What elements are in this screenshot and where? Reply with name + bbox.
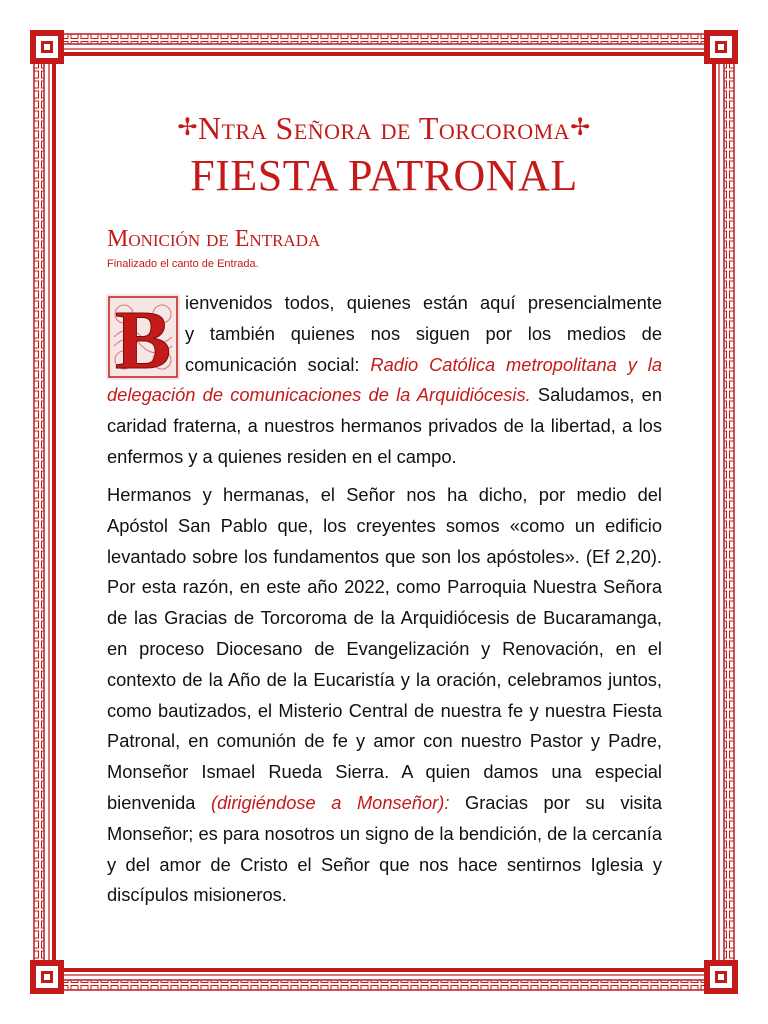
corner-ornament-bottom-right [704, 960, 738, 994]
corner-ornament-bottom-left [30, 960, 64, 994]
cross-icon: ✢ [177, 115, 198, 142]
header-subtitle [60, 110, 708, 147]
header-subtitle-text: Ntra Señora de Torcoroma [197, 110, 571, 146]
rubric-inline: (dirigiéndose a Monseñor): [211, 791, 450, 813]
section-title: Monición de Entrada [107, 226, 321, 252]
paragraph-1-line-3: comunicación social: [185, 353, 371, 375]
radio-highlight: Radio Católica metropolitana y la delegación de comunicaciones de la Arquidiócesis. [107, 353, 662, 406]
cross-icon: ✢ [570, 115, 591, 142]
dropcap-letter: B [114, 294, 172, 380]
paragraph-2-text-a: Hermanos y hermanas, el Señor nos ha dicho, por medio del Apóstol San Pablo que, los creyentes somos «como un edificio levantado sobre los fundamentos que son los apóstoles». (Ef 2,20). Por esta razón, en este año 2022, como Parroquia Nuestra Señora de las Gracias de Torcoroma de la Arquidiócesis de Bucaramanga, en proceso Diocesano de Evangelización y Renovación, en el contexto de la Año de la Eucaristía y la oración, celebramos juntos, como bautizados, el Misterio Central de nuestra fe y nuestra Fiesta Patronal, en comunión de fe y amor con nuestro Pastor y Padre, Monseñor Ismael Rueda Sierra. A quien damos una especial bienvenida [107, 484, 662, 813]
paragraph-1-line-2: y también quienes nos siguen por los medios de [185, 322, 662, 344]
page-title: FIESTA PATRONAL [190, 151, 578, 200]
corner-ornament-top-left [30, 30, 64, 64]
paragraph-1-rest: Saludamos, en caridad fraterna, a nuestros hermanos privados de la libertad, a los enfermos y a quienes residen en el campo. [107, 384, 662, 467]
rubric-instruction: Finalizado el canto de Entrada. [107, 258, 259, 270]
paragraph-1-line-1: ienvenidos todos, quienes están aquí presencialmente [185, 292, 662, 313]
paragraph-2-text-b: Gracias por su visita Monseñor; es para nosotros un signo de la bendición, de la cercanía y del amor de Cristo el Señor que nos hace sentirnos Iglesia y discípulos misioneros. [107, 791, 663, 906]
corner-ornament-top-right [704, 30, 738, 64]
paragraph-1 [107, 288, 662, 473]
paragraph-2 [107, 480, 662, 911]
